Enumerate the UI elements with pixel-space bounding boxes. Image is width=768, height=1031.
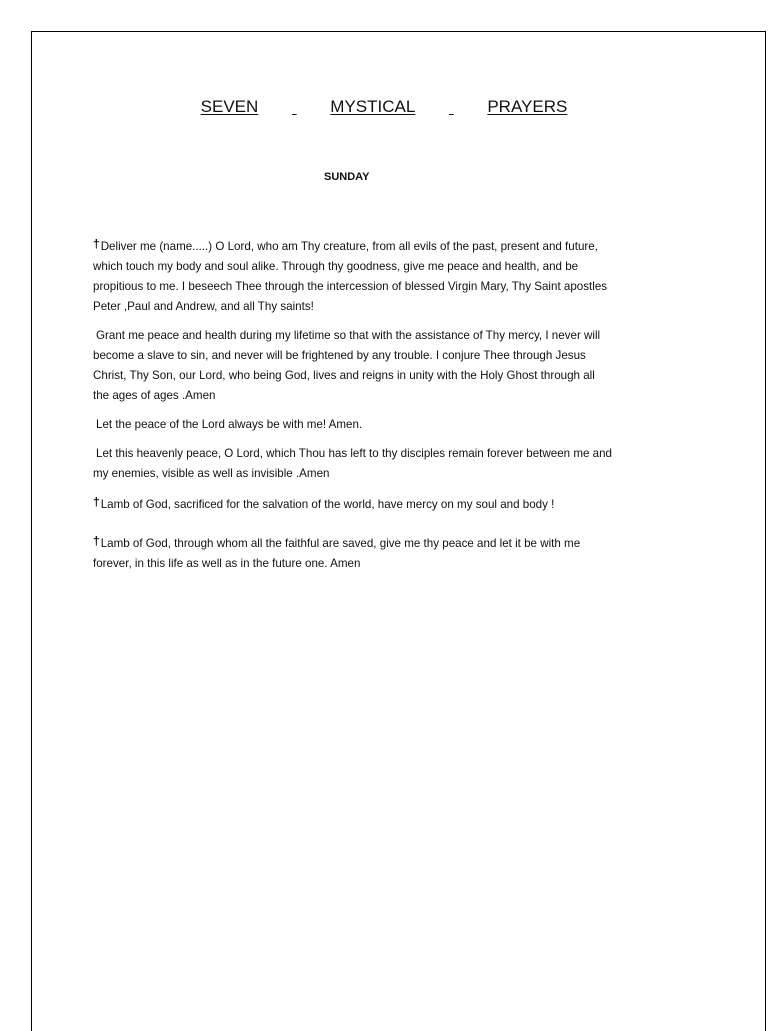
prayer-paragraph-2 [93, 326, 683, 406]
prayer-paragraph-4 [93, 444, 683, 484]
title-word-prayers: PRAYERS [487, 97, 568, 116]
paragraph-line: Let the peace of the Lord always be with me! Amen. [96, 418, 363, 431]
paragraph-line: forever, in this life as well as in the future one. Amen [93, 557, 361, 570]
paragraph-line: Grant me peace and health during my lifetime so that with the assistance of Thy mercy, I never will [96, 329, 601, 342]
prayer-paragraph-5 [93, 494, 683, 515]
cross-icon: † [93, 495, 100, 509]
title-word-seven: SEVEN [200, 97, 259, 116]
paragraph-line: my enemies, visible as well as invisible .Amen [93, 467, 330, 480]
paragraph-line: †Deliver me (name.....) O Lord, who am Thy creature, from all evils of the past, present and future, [93, 237, 598, 253]
paragraph-line: Christ, Thy Son, our Lord, who being God, lives and reigns in unity with the Holy Ghost through all [93, 369, 595, 382]
paragraph-line: †Lamb of God, through whom all the faithful are saved, give me thy peace and let it be with me [93, 534, 581, 550]
cross-icon: † [93, 534, 100, 548]
title-gap [258, 97, 330, 117]
paragraph-line: Peter ,Paul and Andrew, and all Thy saints! [93, 300, 314, 313]
day-heading: SUNDAY [324, 171, 370, 183]
document-title [0, 97, 768, 117]
prayer-paragraph-1 [93, 236, 683, 317]
paragraph-line: become a slave to sin, and never will be frightened by any trouble. I conjure Thee through Jesus [93, 349, 586, 362]
paragraph-line: propitious to me. I beseech Thee through the intercession of blessed Virgin Mary, Thy Saint apostles [93, 280, 608, 293]
title-gap [415, 97, 487, 117]
paragraph-line: Let this heavenly peace, O Lord, which Thou has left to thy disciples remain forever between me and [96, 447, 612, 460]
paragraph-line: which touch my body and soul alike. Through thy goodness, give me peace and health, and be [93, 260, 579, 273]
cross-icon: † [93, 237, 100, 251]
prayer-paragraph-6 [93, 533, 683, 574]
title-word-mystical: MYSTICAL [330, 97, 416, 116]
paragraph-line: the ages of ages .Amen [93, 389, 216, 402]
paragraph-line: †Lamb of God, sacrificed for the salvation of the world, have mercy on my soul and body ! [93, 495, 555, 511]
prayer-paragraph-3 [93, 415, 683, 435]
prayer-body [93, 236, 683, 583]
